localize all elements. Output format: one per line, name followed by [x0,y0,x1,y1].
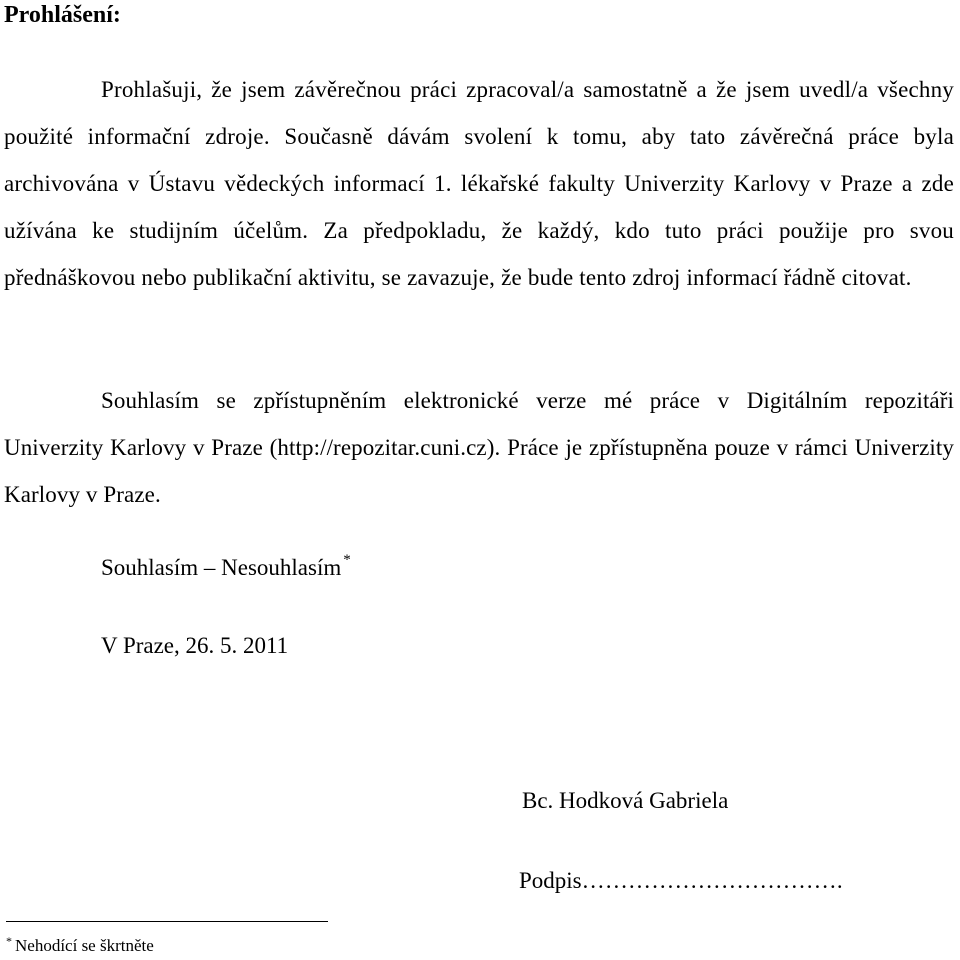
repository-consent-paragraph [4,377,954,518]
declaration-paragraph [4,66,954,301]
declaration-text: Prohlašuji, že jsem závěrečnou práci zpracoval/a samostatně a že jsem uvedl/a všechny použité informační zdroje. Současně dávám svolení k tomu, aby tato závěrečná práce byla archivována v Ústavu vědeckých informací 1. lékařské fakulty Univerzity Karlovy v Praze a zde užívána ke studijním účelům. Za předpokladu, že každý, kdo tuto práci použije pro svou přednáškovou nebo publikační aktivitu, se zavazuje, že bude tento zdroj informací řádně citovat. [4,77,954,290]
consent-choice-text: Souhlasím – Nesouhlasím [101,555,342,580]
date-line: V Praze, 26. 5. 2011 [101,633,289,658]
repository-url-link[interactable]: http://repozitar.cuni.cz [277,435,487,460]
author-name: Bc. Hodková Gabriela [522,788,729,813]
footnote [6,934,154,958]
consent-choice [101,553,351,583]
footnote-text: Nehodící se škrtněte [15,936,154,955]
consent-text-after-url: ). Práce je zpřístupněna pouze v rámci Univerzity Karlovy v Praze. [4,435,954,507]
signature-label: Podpis [519,868,582,893]
signature-line [519,866,843,896]
footnote-mark: * [6,934,12,948]
footnote-divider [6,921,328,922]
signature-dots: ……………………………. [581,868,843,893]
page-title: Prohlášení: [4,2,121,28]
footnote-mark: * [343,552,351,568]
consent-text-before-url: Souhlasím se zpřístupněním elektronické verze mé práce v Digitálním repozitáři Univerzity Karlovy v Praze ( [4,388,954,460]
